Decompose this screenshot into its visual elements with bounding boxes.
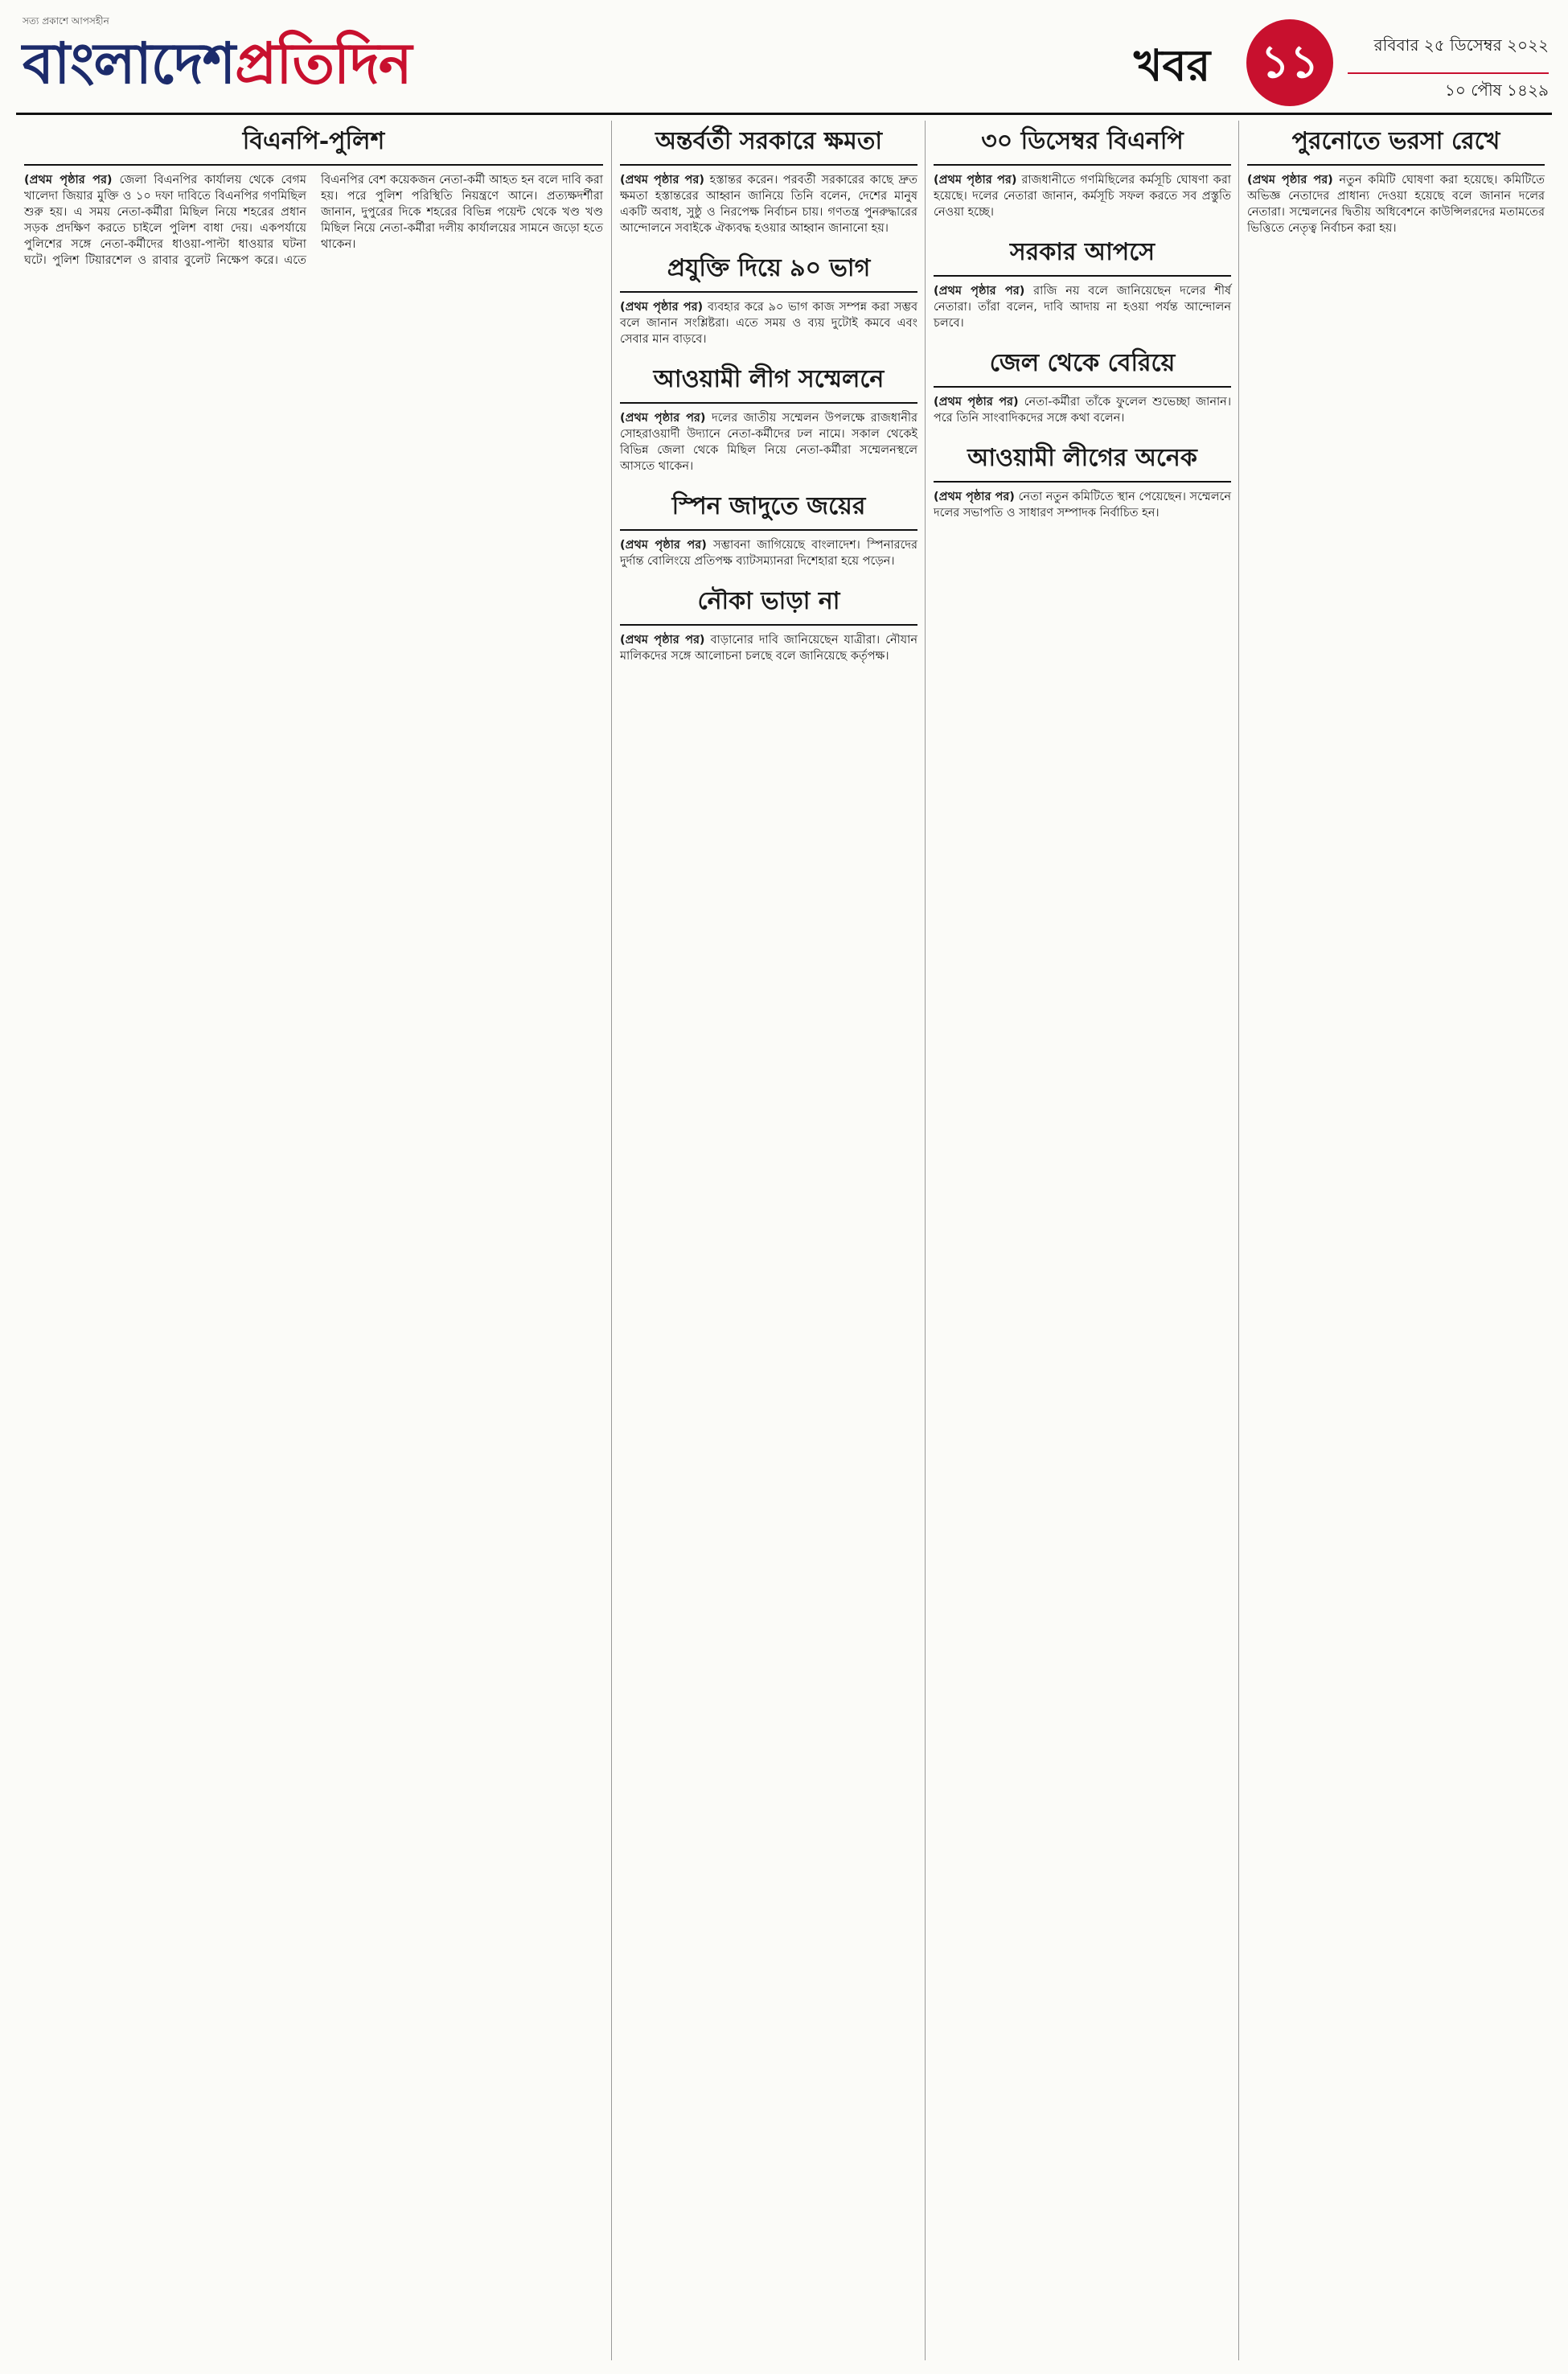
article-body: নতুন কমিটি ঘোষণা করা হয়েছে। কমিটিতে অভিজ্ঞ নেতাদের প্রাধান্য দেওয়া হয়েছে বলে জানান দলের নেতারা। সম্মেলনের দ্বিতীয় অধিবেশনে কাউন্সিলরদের মতামতের ভিত্তিতে নেতৃত্ব নির্বাচন করা হয়। — [1247, 174, 1545, 235]
column-3 — [925, 121, 1239, 2360]
article-al-many: আওয়ামী লীগের অনেক (প্রথম পৃষ্ঠার পর) নেতা নতুন কমিটিতে স্থান পেয়েছেন। সম্মেলনে দলের সভাপতি ও সাধারণ সম্পাদক নির্বাচিত হন। — [934, 437, 1231, 521]
section-name: খবর — [1134, 40, 1211, 91]
article-boat: নৌকা ভাড়া না (প্রথম পৃষ্ঠার পর) বাড়ানোর দাবি জানিয়েছেন যাত্রীরা। নৌযান মালিকদের সঙ্গে আলোচনা চলছে বলে জানিয়েছে কর্তৃপক্ষ। — [620, 581, 917, 664]
article-body: জেলা বিএনপির কার্যালয় থেকে বেগম খালেদা জিয়ার মুক্তি ও ১০ দফা দাবিতে বিএনপির গণমিছিল শুরু হয়। এ সময় নেতা-কর্মীরা মিছিল নিয়ে শহরের প্রধান সড়ক প্রদক্ষিণ করতে চাইলে পুলিশ বাধা দেয়। একপর্যায়ে পুলিশের সঙ্গে নেতা-কর্মীদের ধাওয়া-পাল্টা ধাওয়ার ঘটনা ঘটে। পুলিশ টিয়ারশেল ও রাবার বুলেট নিক্ষেপ করে। এতে বিএনপির বেশ কয়েকজন নেতা-কর্মী আহত হন বলে দাবি করা হয়। পরে পুলিশ পরিস্থিতি নিয়ন্ত্রণে আনে। প্রত্যক্ষদর্শীরা জানান, দুপুরের দিকে শহরের বিভিন্ন পয়েন্ট থেকে খণ্ড খণ্ড মিছিল নিয়ে নেতা-কর্মীরা দলীয় কার্যালয়ের সামনে জড়ো হতে থাকেন। — [24, 174, 603, 267]
article-interim-govt: অন্তর্বর্তী সরকারে ক্ষমতা (প্রথম পৃষ্ঠার পর) হস্তান্তর করেন। পরবর্তী সরকারের কাছে দ্রুত ক্ষমতা হস্তান্তরের আহ্বান জানিয়ে তিনি বলেন, দেশের মানুষ একটি অবাধ, সুষ্ঠু ও নিরপেক্ষ নির্বাচন চায়। গণতন্ত্র পুনরুদ্ধারের আন্দোলনে সবাইকে ঐক্যবদ্ধ হওয়ার আহ্বান জানানো হয়। — [620, 121, 917, 236]
headline: পুরনোতে ভরসা রেখে — [1247, 121, 1545, 166]
masthead — [16, 10, 1552, 115]
article-jail: জেল থেকে বেরিয়ে (প্রথম পৃষ্ঠার পর) নেতা-কর্মীরা তাঁকে ফুলেল শুভেচ্ছা জানান। পরে তিনি সাংবাদিকদের সঙ্গে কথা বলেন। — [934, 343, 1231, 426]
headline: অন্তর্বর্তী সরকারে ক্ষমতা — [620, 121, 917, 166]
date-bengali: ১০ পৌষ ১৪২৯ — [1348, 72, 1549, 105]
article-body: হস্তান্তর করেন। পরবর্তী সরকারের কাছে দ্রুত ক্ষমতা হস্তান্তরের আহ্বান জানিয়ে তিনি বলেন, দেশের মানুষ একটি অবাধ, সুষ্ঠু ও নিরপেক্ষ নির্বাচন চায়। গণতন্ত্র পুনরুদ্ধারের আন্দোলনে সবাইকে ঐক্যবদ্ধ হওয়ার আহ্বান জানানো হয়। — [620, 174, 917, 235]
column-2 — [611, 121, 926, 2360]
article-body: রাজি নয় বলে জানিয়েছেন দলের শীর্ষ নেতারা। তাঁরা বলেন, দাবি আদায় না হওয়া পর্যন্ত আন্দোলন চলবে। — [934, 285, 1232, 330]
headline: নৌকা ভাড়া না — [620, 581, 917, 626]
article-body: রাজধানীতে গণমিছিলের কর্মসূচি ঘোষণা করা হয়েছে। দলের নেতারা জানান, কর্মসূচি সফল করতে সব প্রস্তুতি নেওয়া হচ্ছে। — [934, 174, 1232, 219]
article-nature: প্রযুক্তি দিয়ে ৯০ ভাগ (প্রথম পৃষ্ঠার পর) ব্যবহার করে ৯০ ভাগ কাজ সম্পন্ন করা সম্ভব বলে জানান সংশ্লিষ্টরা। এতে সময় ও ব্যয় দুটোই কমবে এবং সেবার মান বাড়বে। — [620, 248, 917, 347]
headline: প্রযুক্তি দিয়ে ৯০ ভাগ — [620, 248, 917, 293]
article-body: ব্যবহার করে ৯০ ভাগ কাজ সম্পন্ন করা সম্ভব বলে জানান সংশ্লিষ্টরা। এতে সময় ও ব্যয় দুটোই কমবে এবং সেবার মান বাড়বে। — [620, 301, 918, 346]
article-al-conference: আওয়ামী লীগ সম্মেলনে (প্রথম পৃষ্ঠার পর) দলের জাতীয় সম্মেলন উপলক্ষে রাজধানীর সোহরাওয়ার্দী উদ্যানে নেতা-কর্মীদের ঢল নামে। সকাল থেকেই বিভিন্ন জেলা থেকে মিছিল নিয়ে নেতা-কর্মীরা সম্মেলনস্থলে আসতে থাকেন। — [620, 359, 917, 474]
headline: জেল থেকে বেরিয়ে — [934, 343, 1231, 388]
article-trust: পুরনোতে ভরসা রেখে (প্রথম পৃষ্ঠার পর) নতুন কমিটি ঘোষণা করা হয়েছে। কমিটিতে অভিজ্ঞ নেতাদের প্রাধান্য দেওয়া হয়েছে বলে জানান দলের নেতারা। সম্মেলনের দ্বিতীয় অধিবেশনে কাউন্সিলরদের মতামতের ভিত্তিতে নেতৃত্ব নির্বাচন করা হয়। — [1247, 121, 1545, 236]
headline: আওয়ামী লীগ সম্মেলনে — [620, 359, 917, 404]
article-body: সম্ভাবনা জাগিয়েছে বাংলাদেশ। স্পিনারদের দুর্দান্ত বোলিংয়ে প্রতিপক্ষ ব্যাটসম্যানরা দিশেহারা হয়ে পড়েন। — [620, 539, 917, 568]
headline: আওয়ামী লীগের অনেক — [934, 437, 1231, 483]
page-number-badge: ১১ — [1246, 19, 1333, 106]
headline: ৩০ ডিসেম্বর বিএনপি — [934, 121, 1231, 166]
article-body: নেতা নতুন কমিটিতে স্থান পেয়েছেন। সম্মেলনে দলের সভাপতি ও সাধারণ সম্পাদক নির্বাচিত হন। — [934, 491, 1232, 520]
newspaper-logo: বাংলাদেশপ্রতিদিন — [23, 30, 412, 97]
headline: সরকার আপসে — [934, 232, 1231, 277]
article-dec30: ৩০ ডিসেম্বর বিএনপি (প্রথম পৃষ্ঠার পর) রাজধানীতে গণমিছিলের কর্মসূচি ঘোষণা করা হয়েছে। দলের নেতারা জানান, কর্মসূচি সফল করতে সব প্রস্তুতি নেওয়া হচ্ছে। — [934, 121, 1231, 220]
column-1 — [16, 121, 611, 2360]
date-gregorian: রবিবার ২৫ ডিসেম্বর ২০২২ — [1373, 35, 1549, 55]
article-spin: স্পিন জাদুতে জয়ের (প্রথম পৃষ্ঠার পর) সম্ভাবনা জাগিয়েছে বাংলাদেশ। স্পিনারদের দুর্দান্ত বোলিংয়ে প্রতিপক্ষ ব্যাটসম্যানরা দিশেহারা হয়ে পড়েন। — [620, 486, 917, 569]
headline: স্পিন জাদুতে জয়ের — [620, 486, 917, 531]
tagline: সত্য প্রকাশে আপসহীন — [23, 15, 109, 27]
article-body: দলের জাতীয় সম্মেলন উপলক্ষে রাজধানীর সোহরাওয়ার্দী উদ্যানে নেতা-কর্মীদের ঢল নামে। সকাল থেকেই বিভিন্ন জেলা থেকে মিছিল নিয়ে নেতা-কর্মীরা সম্মেলনস্থলে আসতে থাকেন। — [620, 412, 918, 473]
headline: বিএনপি-পুলিশ — [24, 121, 603, 166]
column-4 — [1238, 121, 1553, 2360]
article-bnp-police: বিএনপি-পুলিশ (প্রথম পৃষ্ঠার পর) জেলা বিএনপির কার্যালয় থেকে বেগম খালেদা জিয়ার মুক্তি ও ১০ দফা দাবিতে বিএনপির গণমিছিল শুরু হয়। এ সময় নেতা-কর্মীরা মিছিল নিয়ে শহরের প্রধান সড়ক প্রদক্ষিণ করতে চাইলে পুলিশ বাধা দেয়। একপর্যায়ে পুলিশের সঙ্গে নেতা-কর্মীদের ধাওয়া-পাল্টা ধাওয়ার ঘটনা ঘটে। পুলিশ টিয়ারশেল ও রাবার বুলেট নিক্ষেপ করে। এতে বিএনপির বেশ কয়েকজন নেতা-কর্মী আহত হন বলে দাবি করা হয়। পরে পুলিশ পরিস্থিতি নিয়ন্ত্রণে আনে। প্রত্যক্ষদর্শীরা জানান, দুপুরের দিকে শহরের বিভিন্ন পয়েন্ট থেকে খণ্ড খণ্ড মিছিল নিয়ে নেতা-কর্মীরা দলীয় কার্যালয়ের সামনে জড়ো হতে থাকেন। — [24, 121, 603, 269]
article-body: নেতা-কর্মীরা তাঁকে ফুলেল শুভেচ্ছা জানান। পরে তিনি সাংবাদিকদের সঙ্গে কথা বলেন। — [934, 396, 1232, 425]
article-govt-compromise: সরকার আপসে (প্রথম পৃষ্ঠার পর) রাজি নয় বলে জানিয়েছেন দলের শীর্ষ নেতারা। তাঁরা বলেন, দাবি আদায় না হওয়া পর্যন্ত আন্দোলন চলবে। — [934, 232, 1231, 331]
article-body: বাড়ানোর দাবি জানিয়েছেন যাত্রীরা। নৌযান মালিকদের সঙ্গে আলোচনা চলছে বলে জানিয়েছে কর্তৃপক্ষ। — [620, 634, 918, 663]
